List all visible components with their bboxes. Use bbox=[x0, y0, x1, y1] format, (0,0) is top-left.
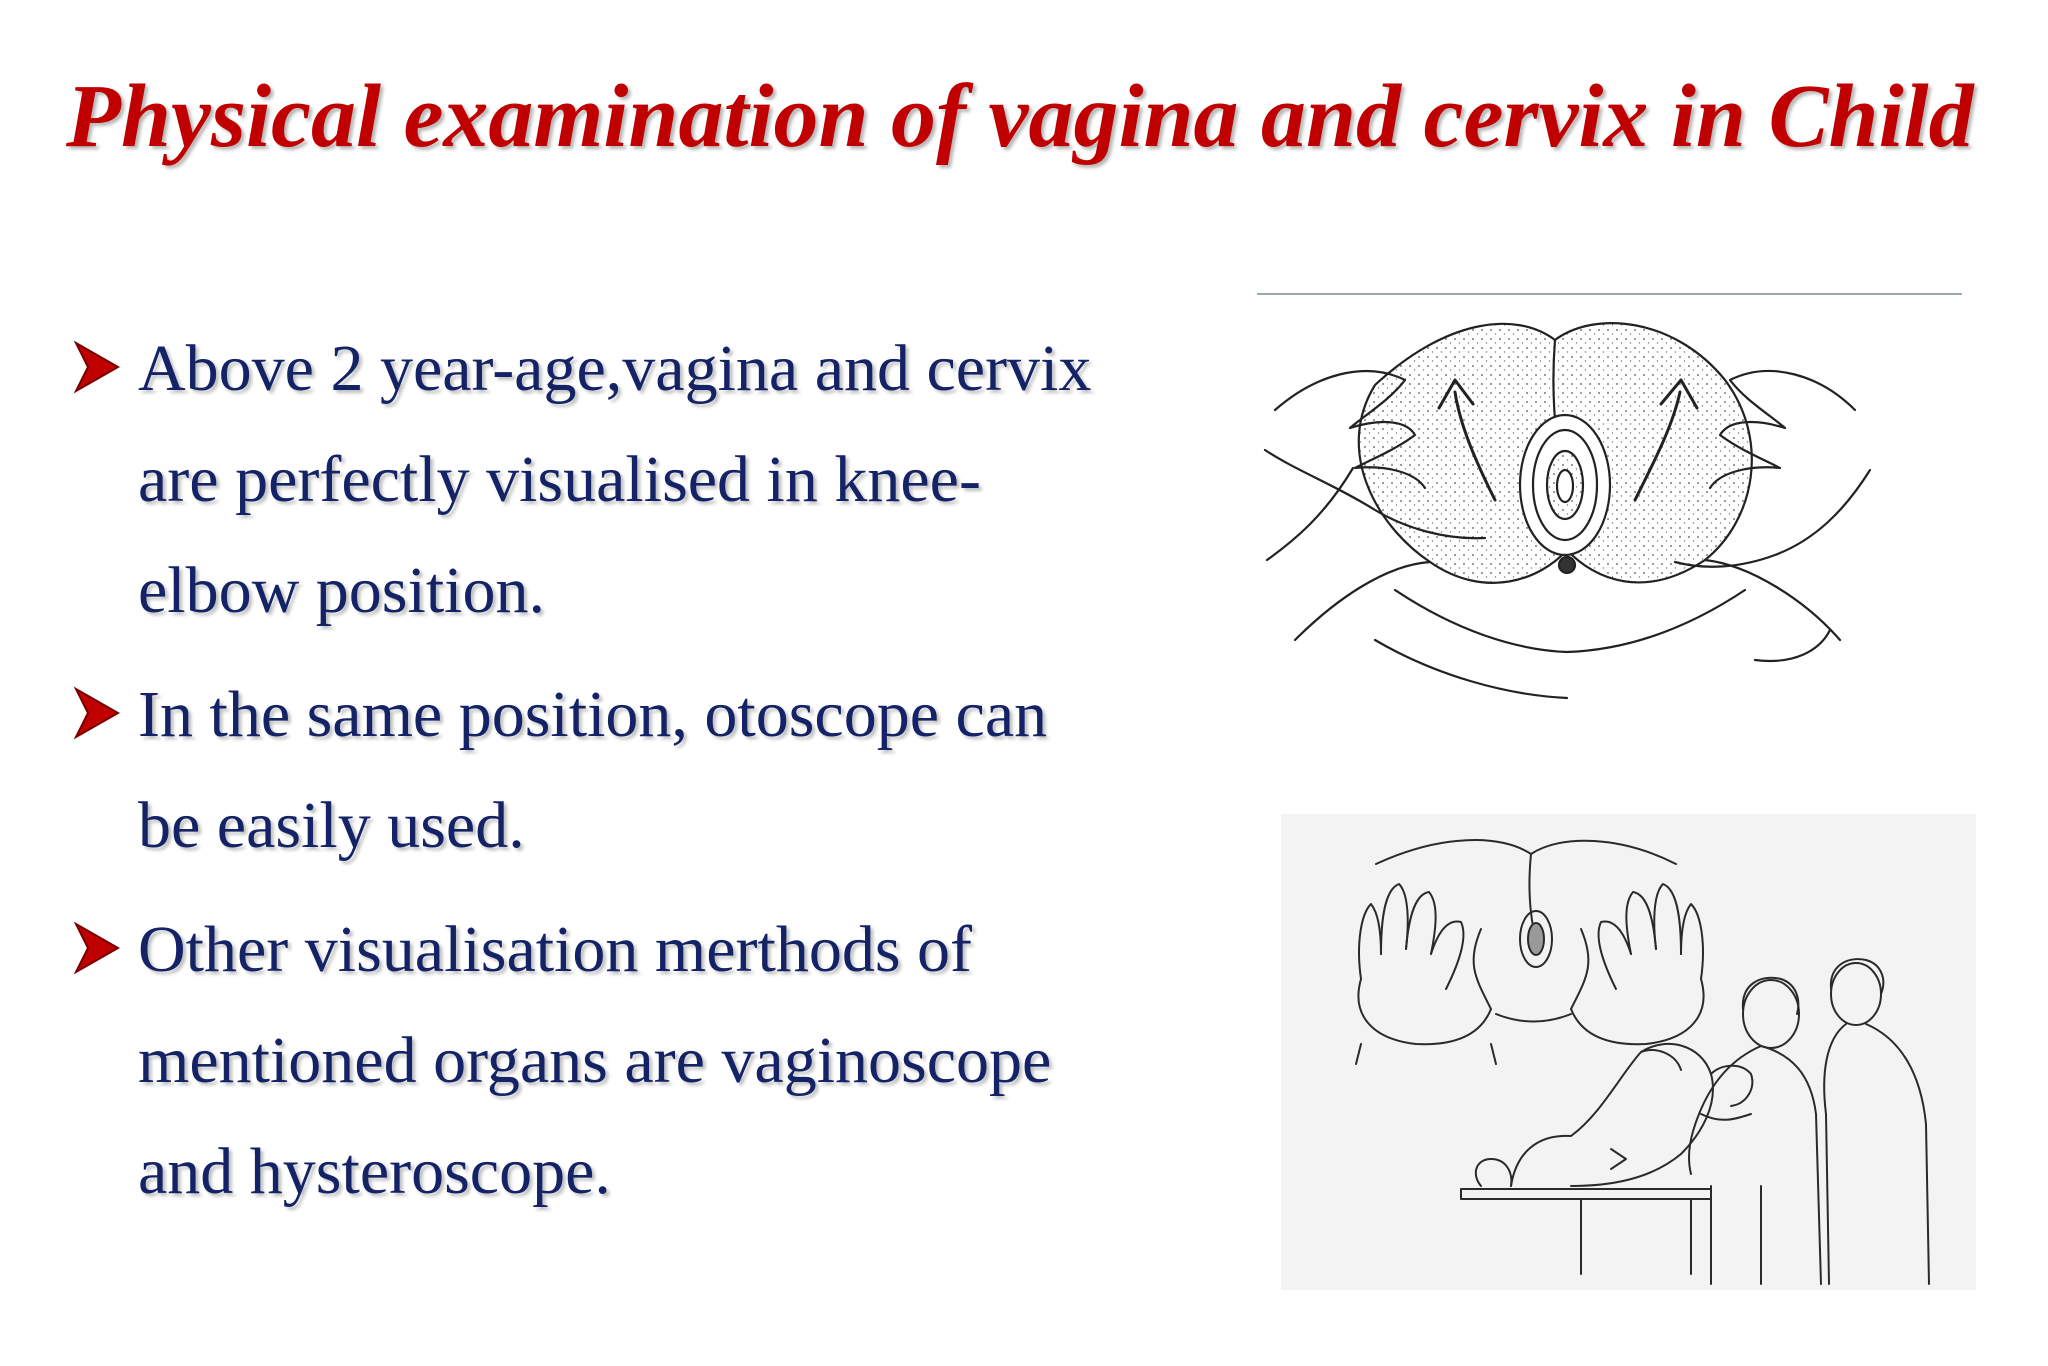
bullet-text: Other visualisation merthods of mentioned organs are vaginoscope and hysteroscope. bbox=[138, 913, 1052, 1208]
bullet-list bbox=[72, 313, 1112, 1240]
arrow-bullet-icon bbox=[72, 918, 122, 978]
arrow-bullet-icon bbox=[72, 683, 122, 743]
bullet-item bbox=[72, 894, 1112, 1227]
knee-elbow-position-examination-illustration bbox=[1281, 814, 1976, 1290]
figure-divider bbox=[1257, 293, 1962, 295]
illustration-drawing bbox=[1281, 814, 1976, 1290]
bullet-item bbox=[72, 659, 1112, 881]
bullet-text: Above 2 year-age,vagina and cervix are perfectly visualised in knee-elbow position. bbox=[138, 332, 1092, 627]
arrow-bullet-icon bbox=[72, 337, 122, 397]
slide-title: Physical examination of vagina and cervix in Child bbox=[66, 67, 1974, 166]
hands-separating-buttocks-illustration bbox=[1255, 300, 1880, 705]
illustration-drawing bbox=[1255, 300, 1880, 705]
bullet-item bbox=[72, 313, 1112, 646]
bullet-text: In the same position, otoscope can be easily used. bbox=[138, 678, 1048, 862]
